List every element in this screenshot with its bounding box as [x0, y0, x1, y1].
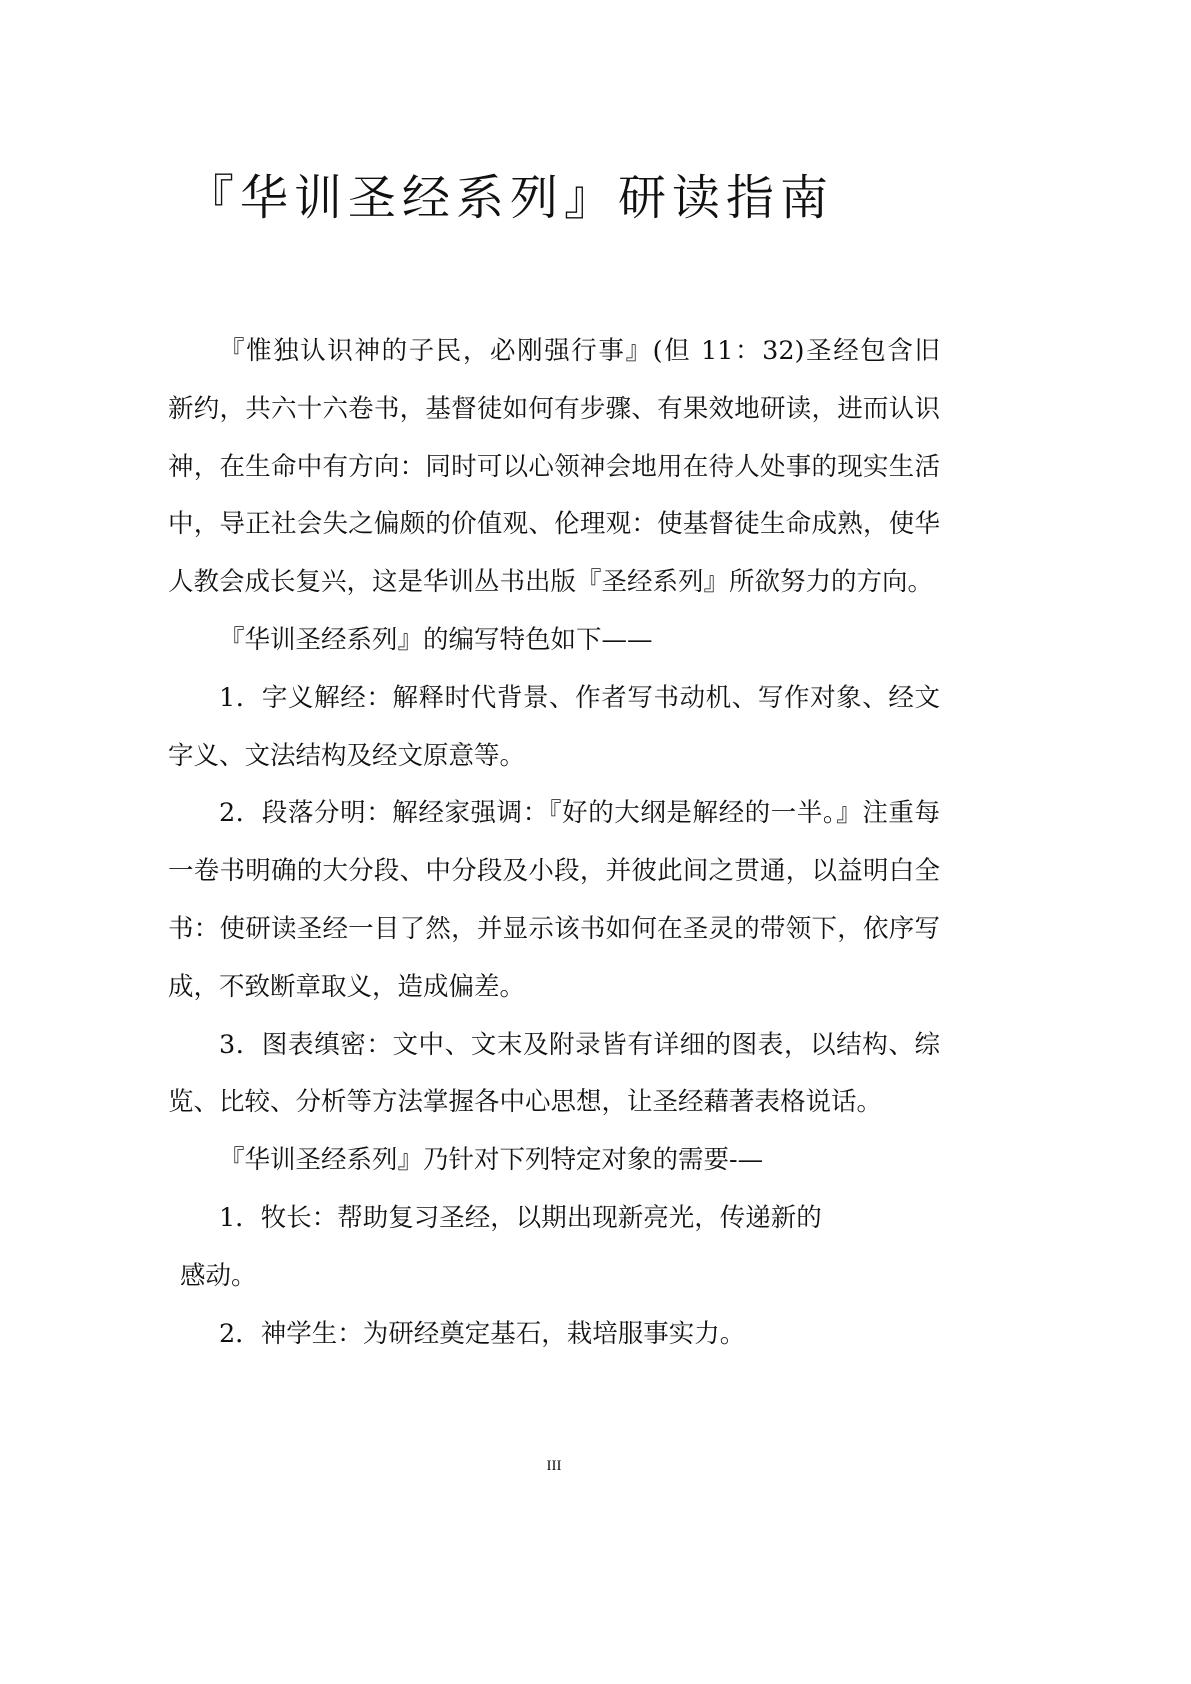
text-line: 中，导正社会失之偏颇的价值观、伦理观：使基督徒生命成熟，使华: [168, 509, 940, 540]
text-line: 2．段落分明：解经家强调：『好的大纲是解经的一半。』注重每: [219, 798, 940, 829]
text-line: 『华训圣经系列』的编写特色如下——: [219, 624, 653, 655]
paragraph-feature-3: [168, 1017, 940, 1133]
text-line: 『华训圣经系列』乃针对下列特定对象的需要-—: [219, 1145, 764, 1176]
paragraph-features-heading: [168, 612, 940, 670]
page-title: 『华训圣经系列』研读指南: [186, 170, 835, 226]
paragraph-intro: [168, 323, 940, 612]
text-line: 字义、文法结构及经文原意等。: [168, 740, 526, 771]
text-line: 『惟独认识神的子民，必刚强行事』(但 11：32)圣经包含旧: [219, 336, 940, 366]
text-line: 新约，共六十六卷书，基督徒如何有步骤、有果效地研读，进而认识: [168, 393, 940, 424]
text-line: 1．字义解经：解释时代背景、作者写书动机、写作对象、经文: [219, 682, 940, 713]
text-line: 1．牧长：帮助复习圣经，以期出现新亮光，传递新的: [219, 1202, 822, 1233]
paragraph-audience-heading: [168, 1132, 940, 1190]
text-line: 神，在生命中有方向：同时可以心领神会地用在待人处事的现实生活: [168, 451, 940, 482]
text-line: 一卷书明确的大分段、中分段及小段，并彼此间之贯通，以益明白全: [168, 856, 940, 887]
paragraph-feature-2: [168, 785, 940, 1016]
text-line: 人教会成长复兴，这是华训丛书出版『圣经系列』所欲努力的方向。: [168, 567, 934, 598]
text-line: 3．图表缜密：文中、文末及附录皆有详细的图表，以结构、综: [219, 1029, 940, 1060]
paragraph-audience-1: [168, 1190, 940, 1306]
text-line: 2．神学生：为研经奠定基石，栽培服事实力。: [219, 1318, 746, 1349]
page-number: III: [546, 1458, 562, 1474]
text-line: 览、比较、分析等方法掌握各中心思想，让圣经藉著表格说话。: [168, 1087, 883, 1118]
text-line: 书：使研读圣经一目了然，并显示该书如何在圣灵的带领下，依序写: [168, 913, 940, 944]
paragraph-audience-2: [168, 1306, 940, 1364]
paragraph-feature-1: [168, 670, 940, 786]
body-text: [168, 323, 940, 1363]
text-line: 感动。: [180, 1260, 257, 1291]
text-line: 成，不致断章取义，造成偏差。: [168, 971, 526, 1002]
